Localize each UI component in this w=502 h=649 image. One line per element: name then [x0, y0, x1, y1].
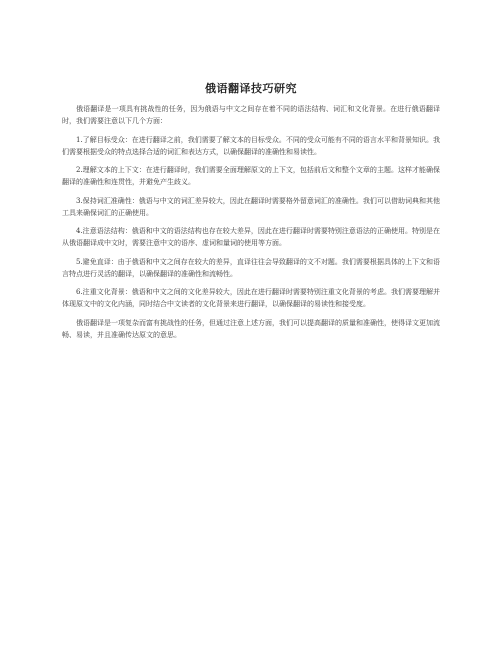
document-body — [62, 103, 440, 347]
paragraph-5: 5.避免直译：由于俄语和中文之间存在较大的差异，直译往往会导致翻译的文不对题。我们需要根据具体的上下文和语言特点进行灵活的翻译，以确保翻译的准确性和流畅性。 — [62, 257, 440, 278]
paragraph-6: 6.注重文化背景：俄语和中文之间的文化差异较大，因此在进行翻译时需要特别注重文化背景的考虑。我们需要理解并体现原文中的文化内涵，同时结合中文读者的文化背景来进行翻译，以确保翻译的易读性和接受度。 — [62, 288, 440, 308]
paragraph-4: 4.注意语法结构：俄语和中文的语法结构也存在较大差异，因此在进行翻译时需要特别注意语法的正确使用。特别是在从俄语翻译成中文时，需要注意中文的语序、虚词和量词的使用等方面。 — [62, 227, 440, 247]
paragraph-conclusion: 俄语翻译是一项复杂而富有挑战性的任务，但通过注意上述方面，我们可以提高翻译的质量和准确性，使得译文更加流畅、易读，并且准确传达原文的意思。 — [62, 318, 440, 339]
paragraph-1: 1.了解目标受众：在进行翻译之前，我们需要了解文本的目标受众。不同的受众可能有不同的语言水平和背景知识。我们需要根据受众的特点选择合适的词汇和表达方式，以确保翻译的准确性和易读性。 — [62, 135, 440, 156]
document-title: 俄语翻译技巧研究 — [205, 82, 297, 95]
paragraph-intro: 俄语翻译是一项具有挑战性的任务，因为俄语与中文之间存在着不同的语法结构、词汇和文化背景。在进行俄语翻译时，我们需要注意以下几个方面： — [62, 105, 440, 125]
paragraph-2: 2.理解文本的上下文：在进行翻译时，我们需要全面理解原文的上下文，包括前后文和整个文章的主题。这样才能确保翻译的准确性和连贯性，并避免产生歧义。 — [62, 166, 440, 186]
paragraph-3: 3.保持词汇准确性：俄语与中文的词汇差异较大，因此在翻译时需要格外留意词汇的准确性。我们可以借助词典和其他工具来确保词汇的正确使用。 — [62, 196, 440, 217]
